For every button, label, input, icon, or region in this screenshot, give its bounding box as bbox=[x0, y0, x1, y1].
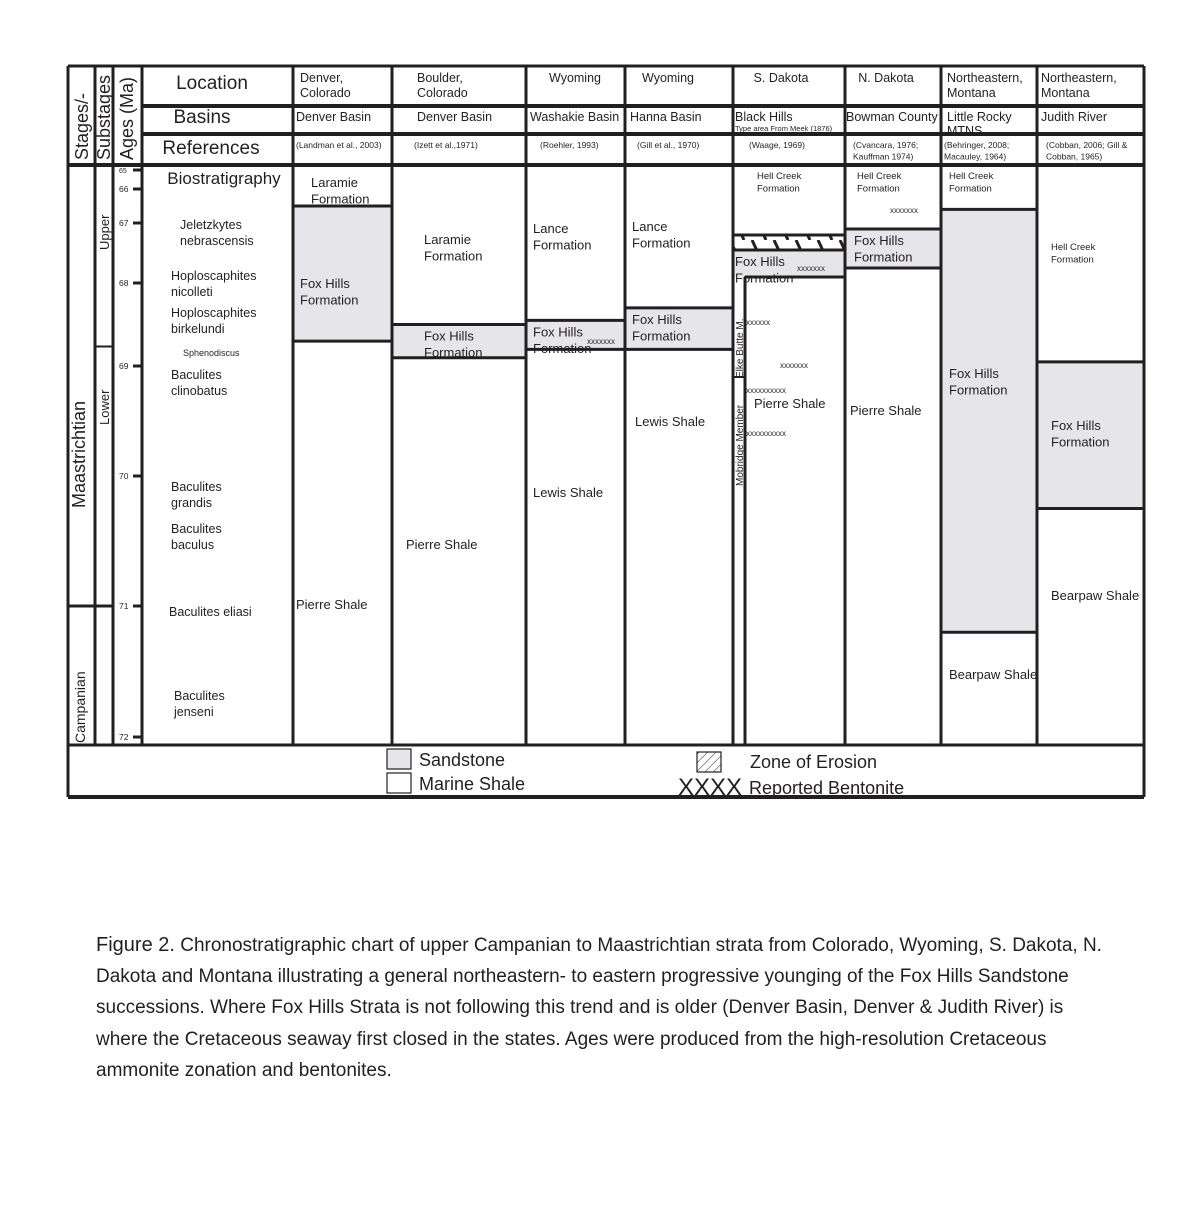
unit-label: Pierre Shale bbox=[406, 537, 478, 552]
reference-label: (Waage, 1969) bbox=[749, 140, 805, 150]
substage-label: Upper bbox=[97, 214, 112, 250]
reference-label: Cobban, 1965) bbox=[1046, 151, 1103, 162]
location-label: Montana bbox=[1041, 86, 1090, 100]
unit-label: Hell Creek bbox=[857, 171, 902, 182]
biostratigraphy-header: Biostratigraphy bbox=[167, 169, 281, 188]
unit-label: Hell Creek bbox=[949, 171, 994, 182]
basin-label: Judith River bbox=[1041, 110, 1107, 124]
biozone-label: birkelundi bbox=[171, 322, 225, 336]
unit-label: Bearpaw Shale bbox=[949, 667, 1038, 682]
unit-erosion-fill bbox=[733, 235, 845, 250]
biozone-label: nicolleti bbox=[171, 285, 213, 299]
reference-label: Macauley, 1964) bbox=[944, 151, 1007, 162]
reference-label: (Cvancara, 1976; bbox=[853, 140, 919, 150]
biozone-label: Hoploscaphites bbox=[171, 306, 257, 320]
age-tick-label: 69 bbox=[119, 361, 129, 371]
unit-label: Lewis Shale bbox=[635, 414, 706, 429]
unit-label: Fox Hills bbox=[424, 328, 474, 344]
biozone-label: Jeletzkytes bbox=[180, 218, 242, 232]
reference-label: (Gill et al., 1970) bbox=[637, 140, 700, 150]
legend-bentonite-symbol: XXXX bbox=[678, 774, 743, 801]
biozone-label: Sphenodiscus bbox=[183, 348, 240, 358]
bentonite-marker: xxxxxxxxxx bbox=[746, 386, 786, 395]
basin-label: Denver Basin bbox=[417, 110, 493, 124]
location-header: Location bbox=[176, 73, 248, 94]
location-label: Montana bbox=[947, 86, 996, 100]
basin-label: Little Rocky bbox=[947, 110, 1012, 124]
biozone-label: Hoploscaphites bbox=[171, 269, 257, 283]
unit-label: Formation bbox=[857, 183, 900, 195]
legend-erosion-label: Zone of Erosion bbox=[750, 752, 878, 772]
unit-label: Fox Hills bbox=[632, 311, 682, 327]
unit-label: Pierre Shale bbox=[754, 396, 826, 411]
location-label: Denver, bbox=[300, 71, 344, 85]
bentonite-marker: xxxxxxx bbox=[587, 337, 615, 346]
unit-label: Formation bbox=[1051, 254, 1094, 266]
location-label: Wyoming bbox=[549, 71, 601, 85]
unit-label: Formation bbox=[311, 191, 370, 207]
caption-text: Chronostratigraphic chart of upper Campanian to Maastrichtian strata from Colorado, Wyoming, S. Dakota, N. Dakota and Montana illustrating a general northeastern- to eastern progressive younging of the Fox Hills Sandstone successions. Where Fox Hills Strata is not following this trend and is older (Denver Basin, Denver & Judith River) is where the Cretaceous seaway first closed in the states. Ages were produced from the high-resolution Cretaceous ammonite zonation and bentonites. bbox=[96, 935, 1102, 1081]
biozone-label: clinobatus bbox=[171, 384, 228, 398]
basin-label: Bowman County bbox=[846, 110, 938, 124]
unit-shale-fill bbox=[845, 268, 941, 745]
unit-label: Formation bbox=[949, 382, 1008, 398]
location-label: Wyoming bbox=[642, 71, 694, 85]
substage-label: Lower bbox=[97, 389, 112, 425]
unit-shale-fill bbox=[1037, 509, 1144, 746]
age-tick-label: 70 bbox=[119, 471, 129, 481]
location-label: Colorado bbox=[417, 86, 468, 100]
biozone-label: Baculites bbox=[171, 522, 222, 536]
unit-label: Formation bbox=[854, 249, 913, 265]
member-label: Elke Butte M. bbox=[735, 318, 746, 378]
unit-shale-fill bbox=[293, 341, 392, 745]
unit-label: Formation bbox=[757, 183, 800, 195]
age-tick-label: 66 bbox=[119, 184, 129, 194]
basin-label: Denver Basin bbox=[296, 110, 372, 124]
unit-label: Pierre Shale bbox=[296, 597, 368, 612]
stage-label: Maastrichtian bbox=[69, 400, 89, 508]
caption-lead: Figure 2. bbox=[96, 934, 175, 956]
unit-fills bbox=[293, 165, 1144, 745]
figure-caption bbox=[96, 930, 1106, 1086]
legend-sandstone-swatch bbox=[387, 749, 411, 769]
reference-label: (Roehler, 1993) bbox=[540, 140, 599, 150]
biozone-label: jenseni bbox=[174, 705, 214, 719]
unit-shale-fill bbox=[625, 349, 733, 745]
reference-label: (Izett et al.,1971) bbox=[414, 140, 478, 150]
stage-label: Campanian bbox=[72, 671, 88, 743]
unit-label: Fox Hills bbox=[854, 233, 904, 248]
unit-label: Fox Hills bbox=[300, 276, 350, 291]
basin-label: MTNS bbox=[947, 124, 983, 138]
substages-header: Substages bbox=[94, 74, 114, 160]
unit-label: Formation bbox=[533, 340, 592, 356]
unit-shale-fill bbox=[745, 277, 845, 745]
ages-header: Ages (Ma) bbox=[117, 76, 137, 160]
unit-label: Formation bbox=[632, 328, 691, 344]
legend-shale-swatch bbox=[387, 773, 411, 793]
location-label: Northeastern, bbox=[1041, 71, 1117, 85]
unit-sandstone-fill bbox=[941, 209, 1037, 632]
reference-label: Kauffman 1974) bbox=[853, 151, 914, 162]
unit-shale-fill bbox=[941, 632, 1037, 745]
stages-header: Stages/- bbox=[72, 92, 92, 160]
unit-label: Formation bbox=[949, 183, 992, 195]
legend-sandstone-label: Sandstone bbox=[419, 750, 506, 770]
references-header: References bbox=[162, 138, 260, 159]
unit-label: Formation bbox=[1051, 434, 1110, 450]
unit-shale-fill bbox=[526, 349, 625, 745]
biozone-label: Baculites bbox=[174, 689, 225, 703]
location-label: Colorado bbox=[300, 86, 351, 100]
unit-label: Formation bbox=[632, 235, 691, 251]
basin-label: Hanna Basin bbox=[630, 110, 702, 124]
location-label: N. Dakota bbox=[858, 71, 914, 85]
unit-label: Fox Hills bbox=[533, 324, 583, 340]
unit-label: Laramie bbox=[424, 232, 471, 247]
unit-label: Formation bbox=[300, 292, 359, 308]
basins-header: Basins bbox=[173, 107, 231, 128]
biozone-label: baculus bbox=[171, 538, 215, 552]
unit-sandstone-fill bbox=[293, 206, 392, 341]
unit-label: Fox Hills bbox=[735, 254, 785, 269]
reference-label: (Behringer, 2008; bbox=[944, 140, 1010, 150]
unit-label: Formation bbox=[424, 345, 483, 360]
reference-label: (Landman et al., 2003) bbox=[296, 140, 382, 150]
unit-label: Formation bbox=[533, 237, 592, 253]
unit-label: Laramie bbox=[311, 175, 358, 190]
legend-shale-label: Marine Shale bbox=[419, 774, 526, 794]
unit-label: Lewis Shale bbox=[533, 485, 604, 500]
age-tick-label: 68 bbox=[119, 278, 129, 288]
unit-label: Formation bbox=[735, 270, 794, 286]
member-label: Mobridge Member bbox=[735, 404, 746, 486]
biozone-label: grandis bbox=[171, 496, 212, 510]
biozone-label: nebrascensis bbox=[180, 234, 254, 248]
biozone-label: Baculites eliasi bbox=[169, 605, 252, 619]
bentonite-marker: xxxxxxx bbox=[797, 264, 825, 273]
location-label: Northeastern, bbox=[947, 71, 1023, 85]
unit-label: Hell Creek bbox=[1051, 242, 1096, 253]
unit-label: Hell Creek bbox=[757, 171, 802, 182]
basin-label: Black Hills bbox=[735, 110, 793, 124]
unit-label: Pierre Shale bbox=[850, 403, 922, 418]
biozone-label: Baculites bbox=[171, 368, 222, 382]
bentonite-marker: xxxxxx bbox=[746, 318, 770, 327]
legend-bentonite-label: Reported Bentonite bbox=[749, 778, 905, 798]
basin-note: Type area From Meek (1876) bbox=[735, 124, 833, 133]
location-label: S. Dakota bbox=[753, 71, 809, 85]
age-tick-label: 67 bbox=[119, 218, 129, 228]
bentonite-marker: xxxxxxx bbox=[780, 361, 808, 370]
basin-label: Washakie Basin bbox=[530, 110, 620, 124]
biozone-label: Baculites bbox=[171, 480, 222, 494]
bentonite-marker: xxxxxxx bbox=[890, 206, 918, 215]
unit-label: Lance bbox=[533, 221, 569, 236]
unit-label: Formation bbox=[424, 248, 483, 264]
unit-label: Lance bbox=[632, 219, 668, 234]
location-label: Boulder, bbox=[417, 71, 463, 85]
reference-label: (Cobban, 2006; Gill & bbox=[1046, 140, 1128, 150]
legend-erosion-swatch bbox=[697, 752, 721, 772]
age-tick-label: 72 bbox=[119, 732, 129, 742]
unit-label: Bearpaw Shale bbox=[1051, 588, 1140, 603]
unit-label: Fox Hills bbox=[1051, 418, 1101, 433]
age-tick-label: 65 bbox=[119, 168, 127, 175]
unit-label: Fox Hills bbox=[949, 366, 999, 381]
bentonite-marker: xxxxxxxxxx bbox=[746, 429, 786, 438]
age-tick-label: 71 bbox=[119, 601, 129, 611]
